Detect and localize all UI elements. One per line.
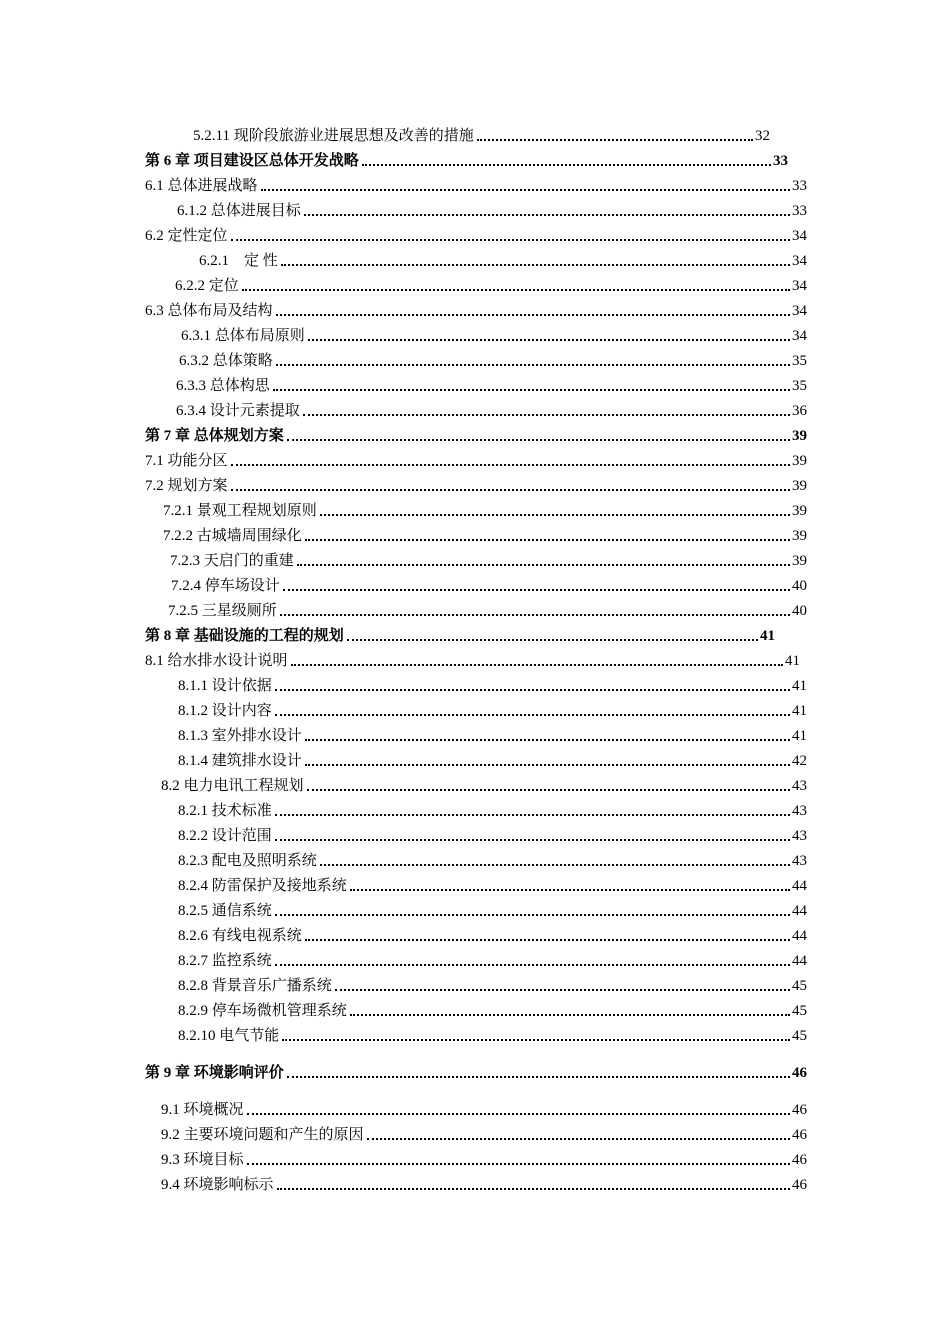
toc-entry[interactable] bbox=[161, 1098, 807, 1120]
toc-entry[interactable] bbox=[145, 299, 807, 321]
toc-leader-dots bbox=[335, 989, 790, 991]
toc-leader-dots bbox=[305, 539, 790, 541]
toc-entry-title: 7.2.5 三星级厕所 bbox=[168, 603, 277, 619]
toc-entry-page: 45 bbox=[792, 1028, 807, 1044]
toc-entry[interactable] bbox=[178, 924, 807, 946]
toc-entry[interactable] bbox=[181, 324, 807, 346]
toc-entry-title: 9.4 环境影响标示 bbox=[161, 1177, 274, 1193]
toc-entry[interactable] bbox=[178, 949, 807, 971]
toc-entry[interactable] bbox=[178, 674, 807, 696]
toc-entry[interactable] bbox=[178, 974, 807, 996]
toc-leader-dots bbox=[307, 789, 790, 791]
toc-entry[interactable] bbox=[178, 849, 807, 871]
toc-entry-title: 7.2.2 古城墙周围绿化 bbox=[163, 528, 302, 544]
toc-entry-page: 34 bbox=[792, 228, 807, 244]
toc-entry[interactable] bbox=[161, 1173, 807, 1195]
toc-entry-page: 44 bbox=[792, 878, 807, 894]
toc-entry-title: 8.2.10 电气节能 bbox=[178, 1028, 280, 1044]
toc-leader-dots bbox=[275, 814, 790, 816]
toc-entry-title: 6.2 定性定位 bbox=[145, 228, 228, 244]
toc-entry-title: 6.3.1 总体布局原则 bbox=[181, 328, 305, 344]
toc-entry-page: 36 bbox=[792, 403, 807, 419]
toc-leader-dots bbox=[303, 414, 790, 416]
toc-entry[interactable] bbox=[178, 999, 807, 1021]
toc-entry-page: 46 bbox=[792, 1102, 807, 1118]
toc-leader-dots bbox=[291, 664, 783, 666]
toc-entry[interactable] bbox=[178, 799, 807, 821]
toc-entry[interactable] bbox=[145, 449, 807, 471]
toc-entry-title: 8.2.7 监控系统 bbox=[178, 953, 272, 969]
toc-entry-title: 7.1 功能分区 bbox=[145, 453, 228, 469]
toc-leader-dots bbox=[261, 189, 790, 191]
toc-entry-page: 44 bbox=[792, 928, 807, 944]
toc-entry[interactable] bbox=[176, 399, 807, 421]
toc-entry-title: 6.3.3 总体构思 bbox=[176, 378, 270, 394]
toc-leader-dots bbox=[287, 439, 790, 441]
toc-entry[interactable] bbox=[178, 699, 807, 721]
toc-entry-page: 39 bbox=[792, 478, 807, 494]
toc-leader-dots bbox=[280, 614, 790, 616]
toc-entry[interactable] bbox=[161, 1123, 807, 1145]
toc-entry-title: 6.3.4 设计元素提取 bbox=[176, 403, 300, 419]
toc-entry-page: 41 bbox=[760, 628, 775, 644]
toc-entry-title: 9.3 环境目标 bbox=[161, 1152, 244, 1168]
toc-entry-page: 40 bbox=[792, 603, 807, 619]
toc-leader-dots bbox=[308, 339, 790, 341]
toc-entry-title: 第 9 章 环境影响评价 bbox=[145, 1065, 284, 1081]
toc-entry-page: 46 bbox=[792, 1127, 807, 1143]
toc-entry[interactable] bbox=[170, 549, 807, 571]
toc-entry-page: 44 bbox=[792, 903, 807, 919]
toc-entry-page: 41 bbox=[792, 678, 807, 694]
toc-entry-title: 6.2.1 定 性 bbox=[199, 253, 278, 269]
toc-leader-dots bbox=[320, 514, 790, 516]
toc-entry-page: 33 bbox=[773, 153, 788, 169]
toc-leader-dots bbox=[275, 914, 790, 916]
toc-entry[interactable] bbox=[178, 874, 807, 896]
toc-entry-page: 40 bbox=[792, 578, 807, 594]
toc-leader-dots bbox=[304, 214, 790, 216]
toc-entry-page: 32 bbox=[755, 128, 770, 144]
toc-entry[interactable] bbox=[178, 899, 807, 921]
toc-entry-title: 6.3 总体布局及结构 bbox=[145, 303, 273, 319]
toc-leader-dots bbox=[367, 1138, 790, 1140]
toc-entry-title: 6.3.2 总体策略 bbox=[179, 353, 273, 369]
toc-entry[interactable] bbox=[161, 774, 807, 796]
toc-entry[interactable] bbox=[163, 524, 807, 546]
toc-entry-title: 8.2.6 有线电视系统 bbox=[178, 928, 302, 944]
toc-leader-dots bbox=[305, 739, 790, 741]
toc-leader-dots bbox=[275, 689, 790, 691]
toc-entry-title: 7.2 规划方案 bbox=[145, 478, 228, 494]
toc-entry[interactable] bbox=[193, 124, 770, 146]
toc-entry-page: 43 bbox=[792, 853, 807, 869]
toc-entry[interactable] bbox=[178, 1024, 807, 1046]
toc-entry-title: 8.1 给水排水设计说明 bbox=[145, 653, 288, 669]
toc-entry-page: 39 bbox=[792, 553, 807, 569]
toc-entry[interactable] bbox=[171, 574, 807, 596]
toc-entry-title: 8.1.4 建筑排水设计 bbox=[178, 753, 302, 769]
toc-entry[interactable] bbox=[161, 1148, 807, 1170]
toc-entry-page: 39 bbox=[792, 428, 807, 444]
toc-entry-page: 33 bbox=[792, 203, 807, 219]
toc-entry-title: 8.1.2 设计内容 bbox=[178, 703, 272, 719]
toc-entry-title: 6.2.2 定位 bbox=[175, 278, 239, 294]
toc-entry-page: 33 bbox=[792, 178, 807, 194]
toc-entry-chapter[interactable] bbox=[145, 424, 807, 446]
toc-entry-page: 46 bbox=[792, 1152, 807, 1168]
toc-entry[interactable] bbox=[168, 599, 807, 621]
toc-entry-title: 8.2.5 通信系统 bbox=[178, 903, 272, 919]
toc-entry-title: 8.2.4 防雷保护及接地系统 bbox=[178, 878, 347, 894]
toc-entry-page: 35 bbox=[792, 378, 807, 394]
toc-entry[interactable] bbox=[145, 649, 800, 671]
toc-entry[interactable] bbox=[145, 474, 807, 496]
toc-entry[interactable] bbox=[177, 199, 807, 221]
toc-leader-dots bbox=[350, 1014, 790, 1016]
toc-entry-chapter[interactable] bbox=[145, 1061, 807, 1083]
toc-leader-dots bbox=[275, 964, 790, 966]
toc-entry-title: 8.2.9 停车场微机管理系统 bbox=[178, 1003, 347, 1019]
toc-entry-page: 34 bbox=[792, 328, 807, 344]
toc-leader-dots bbox=[362, 164, 771, 166]
toc-leader-dots bbox=[276, 364, 790, 366]
toc-entry-page: 39 bbox=[792, 503, 807, 519]
toc-entry[interactable] bbox=[145, 174, 807, 196]
toc-leader-dots bbox=[247, 1113, 790, 1115]
toc-leader-dots bbox=[277, 1188, 790, 1190]
toc-entry[interactable] bbox=[175, 274, 807, 296]
toc-leader-dots bbox=[320, 864, 790, 866]
toc-entry-page: 43 bbox=[792, 803, 807, 819]
toc-leader-dots bbox=[231, 464, 790, 466]
toc-leader-dots bbox=[287, 1076, 790, 1078]
toc-entry[interactable] bbox=[178, 724, 807, 746]
toc-entry-page: 42 bbox=[792, 753, 807, 769]
toc-entry-page: 34 bbox=[792, 303, 807, 319]
toc-entry-page: 45 bbox=[792, 978, 807, 994]
toc-entry-title: 9.1 环境概况 bbox=[161, 1102, 244, 1118]
toc-leader-dots bbox=[350, 889, 790, 891]
toc-entry-page: 43 bbox=[792, 828, 807, 844]
toc-entry[interactable] bbox=[179, 349, 807, 371]
toc-entry-title: 7.2.3 天启门的重建 bbox=[170, 553, 294, 569]
toc-leader-dots bbox=[275, 839, 790, 841]
toc-entry-title: 5.2.11 现阶段旅游业进展思想及改善的措施 bbox=[193, 128, 474, 144]
toc-entry-title: 7.2.4 停车场设计 bbox=[171, 578, 280, 594]
toc-entry-title: 8.1.3 室外排水设计 bbox=[178, 728, 302, 744]
toc-leader-dots bbox=[281, 264, 790, 266]
toc-leader-dots bbox=[297, 564, 790, 566]
toc-entry-page: 41 bbox=[792, 728, 807, 744]
toc-leader-dots bbox=[242, 289, 790, 291]
toc-entry-title: 第 6 章 项目建设区总体开发战略 bbox=[145, 153, 359, 169]
toc-entry-title: 8.2.3 配电及照明系统 bbox=[178, 853, 317, 869]
toc-leader-dots bbox=[305, 939, 790, 941]
toc-entry-page: 34 bbox=[792, 278, 807, 294]
toc-entry-chapter[interactable] bbox=[145, 624, 775, 646]
toc-leader-dots bbox=[273, 389, 790, 391]
toc-entry-page: 39 bbox=[792, 453, 807, 469]
toc-entry-title: 8.2.8 背景音乐广播系统 bbox=[178, 978, 332, 994]
toc-entry-page: 34 bbox=[792, 253, 807, 269]
toc-leader-dots bbox=[276, 314, 790, 316]
toc-entry-page: 35 bbox=[792, 353, 807, 369]
toc-entry-title: 第 7 章 总体规划方案 bbox=[145, 428, 284, 444]
toc-entry[interactable] bbox=[199, 249, 807, 271]
toc-leader-dots bbox=[275, 714, 790, 716]
toc-entry-page: 41 bbox=[785, 653, 800, 669]
toc-entry-title: 6.1.2 总体进展目标 bbox=[177, 203, 301, 219]
toc-leader-dots bbox=[477, 139, 753, 141]
toc-entry-page: 44 bbox=[792, 953, 807, 969]
toc-entry[interactable] bbox=[145, 224, 807, 246]
toc-entry-page: 43 bbox=[792, 778, 807, 794]
toc-entry[interactable] bbox=[178, 749, 807, 771]
toc-leader-dots bbox=[305, 764, 790, 766]
toc-entry-title: 8.2.2 设计范围 bbox=[178, 828, 272, 844]
toc-leader-dots bbox=[231, 489, 790, 491]
toc-entry-title: 8.2.1 技术标准 bbox=[178, 803, 272, 819]
toc-entry-title: 8.1.1 设计依据 bbox=[178, 678, 272, 694]
toc-entry[interactable] bbox=[163, 499, 807, 521]
toc-leader-dots bbox=[231, 239, 790, 241]
toc-leader-dots bbox=[282, 1039, 790, 1041]
toc-entry-page: 46 bbox=[792, 1177, 807, 1193]
toc-entry-title: 7.2.1 景观工程规划原则 bbox=[163, 503, 317, 519]
toc-entry-page: 45 bbox=[792, 1003, 807, 1019]
toc-leader-dots bbox=[347, 639, 758, 641]
toc-entry-title: 8.2 电力电讯工程规划 bbox=[161, 778, 304, 794]
toc-entry-title: 9.2 主要环境问题和产生的原因 bbox=[161, 1127, 364, 1143]
toc-entry-page: 41 bbox=[792, 703, 807, 719]
toc-entry-title: 6.1 总体进展战略 bbox=[145, 178, 258, 194]
toc-leader-dots bbox=[247, 1163, 790, 1165]
toc-entry-title: 第 8 章 基础设施的工程的规划 bbox=[145, 628, 344, 644]
toc-entry-page: 46 bbox=[792, 1065, 807, 1081]
toc-entry[interactable] bbox=[178, 824, 807, 846]
toc-entry-chapter[interactable] bbox=[145, 149, 788, 171]
toc-entry[interactable] bbox=[176, 374, 807, 396]
toc-leader-dots bbox=[283, 589, 790, 591]
toc-entry-page: 39 bbox=[792, 528, 807, 544]
